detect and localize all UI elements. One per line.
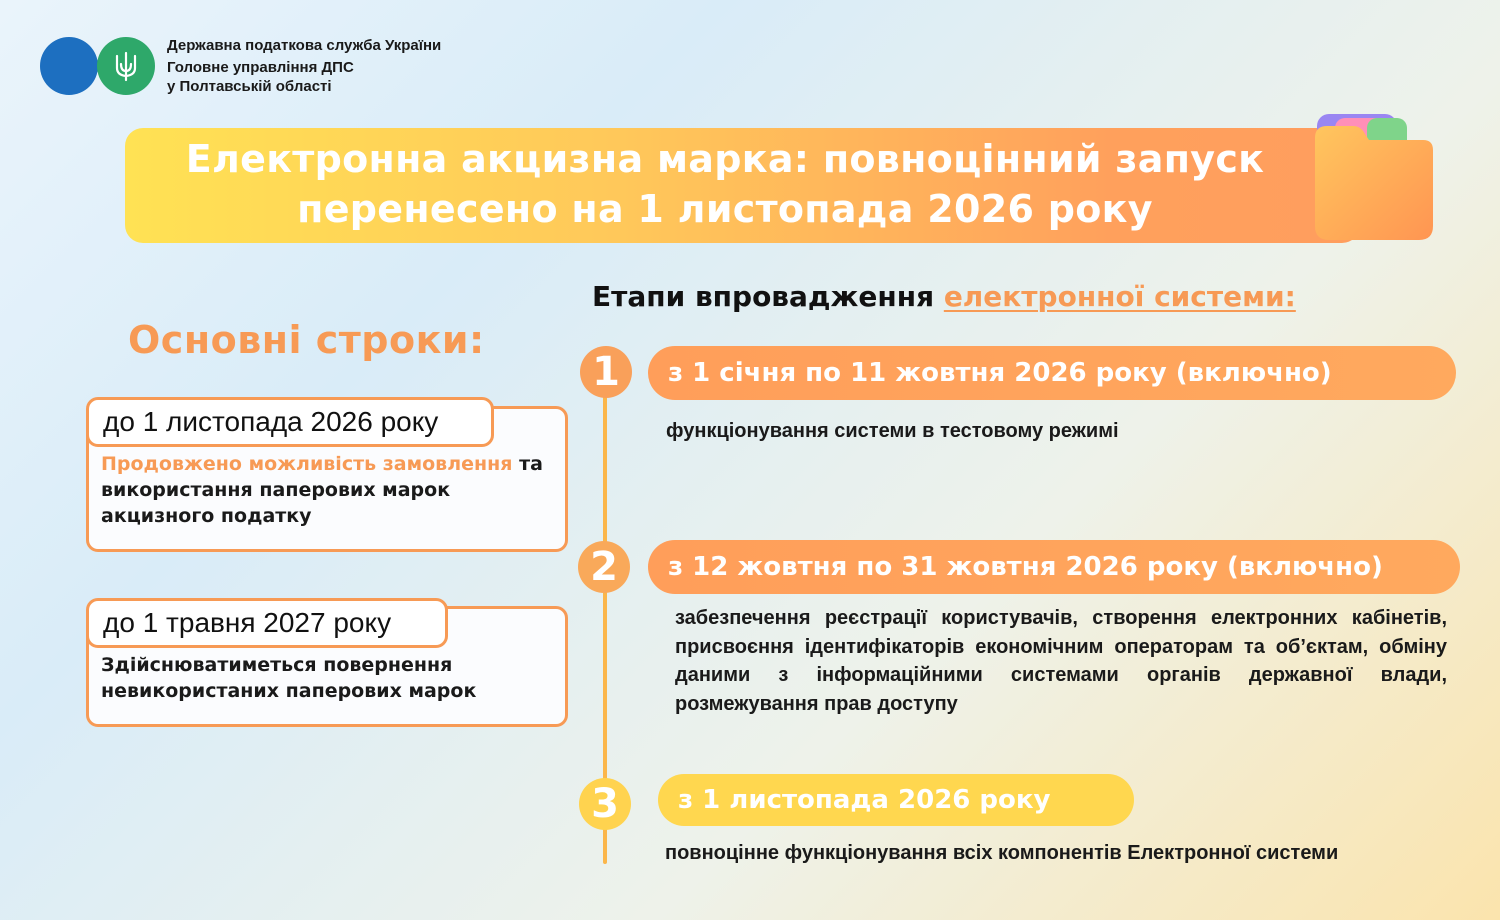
stages-heading — [592, 280, 1296, 313]
org-line-3: у Полтавській області — [167, 78, 332, 95]
title-line-1: Електронна акцизна марка: повноцінний запуск — [185, 137, 1265, 181]
stages-heading-highlight: електронної системи: — [943, 280, 1296, 313]
deadline-text-1-highlight: Продовжено можливість замовлення — [101, 453, 513, 475]
logo-green-circle — [97, 37, 155, 95]
folder-icon — [1305, 108, 1440, 248]
stage-number-2: 2 — [578, 541, 630, 593]
org-line-1: Державна податкова служба України — [167, 37, 442, 54]
deadline-date-2: до 1 травня 2027 року — [86, 598, 448, 648]
left-heading: Основні строки: — [128, 318, 485, 362]
stage-description-3: повноцінне функціонування всіх компонентів Електронної системи — [665, 842, 1339, 864]
stage-number-3: 3 — [579, 778, 631, 830]
stages-heading-prefix: Етапи впровадження — [592, 280, 944, 313]
stage-description-2: забезпечення реєстрації користувачів, створення електронних кабінетів, присвоєння ідентифікаторів економічним операторам та об’єктам, обміну даними з інформаційними системами органів державної влади, розмежування прав доступу — [675, 607, 1447, 715]
stage-description-1: функціонування системи в тестовому режимі — [666, 420, 1119, 442]
org-line-2: Головне управління ДПС — [167, 59, 354, 76]
title-line-2: перенесено на 1 листопада 2026 року — [297, 187, 1153, 231]
logo-blue-circle — [40, 37, 98, 95]
deadline-text-2: Здійснюватиметься повернення невикористаних паперових марок — [101, 654, 477, 702]
stage-period-1: з 1 січня по 11 жовтня 2026 року (включно) — [648, 346, 1456, 400]
stage-period-2: з 12 жовтня по 31 жовтня 2026 року (включно) — [648, 540, 1460, 594]
trident-icon — [113, 50, 139, 82]
page-title — [125, 134, 1325, 234]
organization-name — [167, 36, 441, 96]
deadline-date-1: до 1 листопада 2026 року — [86, 397, 494, 447]
stage-period-3: з 1 листопада 2026 року — [658, 774, 1134, 826]
deadline-text-1 — [101, 451, 561, 529]
stage-number-1: 1 — [580, 346, 632, 398]
deadline-text-1-rest: та використання паперових марок акцизного податку — [101, 453, 543, 527]
